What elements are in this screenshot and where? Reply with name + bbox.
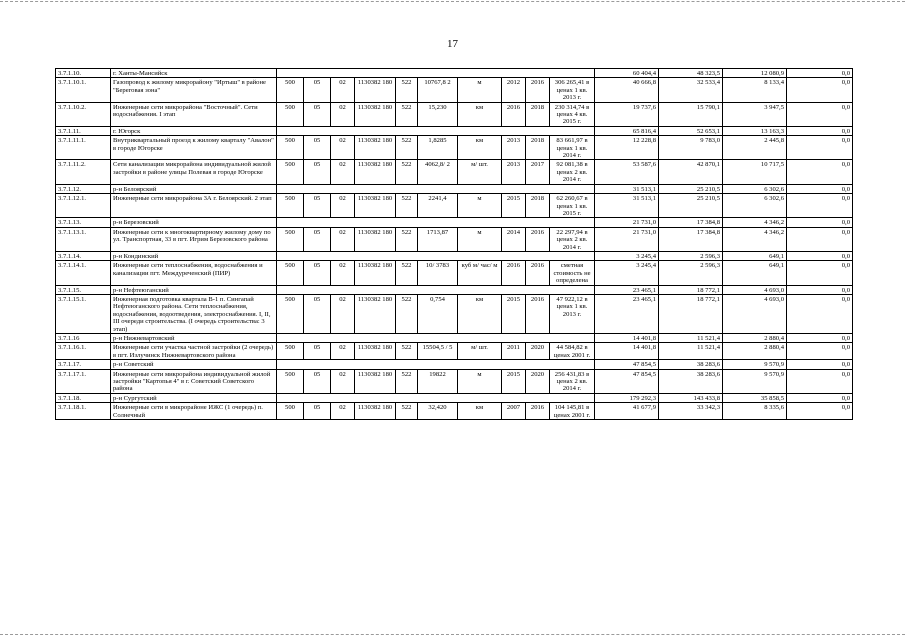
cell-v4: 0,0 [787, 369, 853, 393]
cell-c10: 47 922,12 в ценах 1 кв. 2013 г. [550, 294, 595, 333]
cell-c8: 2015 [502, 294, 526, 333]
cell-c1: 500 [277, 343, 304, 360]
cell-name: Внутриквартальный проезд к жилому кварталу "Авалон" в городе Югорске [111, 136, 277, 160]
cell-c6: 15,230 [418, 102, 458, 126]
cell-c2: 05 [304, 403, 331, 420]
cell-code: 3.7.1.15.1. [56, 294, 111, 333]
cell-v4: 0,0 [787, 393, 853, 402]
table-row [56, 102, 853, 126]
cell-v3: 6 302,6 [723, 184, 787, 193]
cell-code: 3.7.1.14. [56, 251, 111, 260]
cell-code: 3.7.1.11. [56, 126, 111, 135]
scan-edge-top [0, 1, 905, 2]
cell-name: Инженерная подготовка квартала В-1 п. Сингапай Нефтеюганского района. Сети теплоснабжения, водоснабжения, водоотведения, электроснабжения. I, II, III очереди строительства. (I очередь строительства: 3 этап) [111, 294, 277, 333]
cell-c9: 2016 [526, 227, 550, 251]
cell-c4: 1130382 180 [355, 194, 396, 218]
cell-code: 3.7.1.10.2. [56, 102, 111, 126]
cell-v2: 15 790,1 [659, 102, 723, 126]
cell-c9: 2020 [526, 343, 550, 360]
cell-v1: 3 245,4 [595, 251, 659, 260]
cell-c6: 19822 [418, 369, 458, 393]
cell-code: 3.7.1.18.1. [56, 403, 111, 420]
cell-name: р-н Нефтеюганский [111, 285, 277, 294]
cell-c4: 1130382 180 [355, 369, 396, 393]
cell-c6: 32,420 [418, 403, 458, 420]
cell-c1: 500 [277, 403, 304, 420]
cell-c1: 500 [277, 261, 304, 285]
cell-c9: 2016 [526, 294, 550, 333]
cell-c1: 500 [277, 160, 304, 184]
cell-v3: 8 335,6 [723, 403, 787, 420]
cell-v2: 18 772,1 [659, 294, 723, 333]
cell-c3: 02 [331, 160, 355, 184]
cell-c10: 83 661,97 в ценах 1 кв. 2014 г. [550, 136, 595, 160]
cell-name: р-н Сургутский [111, 393, 277, 402]
cell-name: Газопровод к жилому микрорайону "Иртыш" в районе "Береговая зона" [111, 78, 277, 102]
cell-v4: 0,0 [787, 285, 853, 294]
section-row [56, 251, 853, 260]
page-number: 17 [447, 38, 458, 50]
cell-code: 3.7.1.12.1. [56, 194, 111, 218]
cell-c2: 05 [304, 194, 331, 218]
cell-c8: 2015 [502, 369, 526, 393]
cell-c8: 2016 [502, 102, 526, 126]
cell-c8: 2011 [502, 343, 526, 360]
cell-code: 3.7.1.17. [56, 360, 111, 369]
cell-v4: 0,0 [787, 136, 853, 160]
cell-code: 3.7.1.16.1. [56, 343, 111, 360]
cell-v3: 35 858,5 [723, 393, 787, 402]
cell-name: Инженерные сети в микрорайоне ИЖС (1 очередь) п. Солнечный [111, 403, 277, 420]
cell-v2: 25 210,5 [659, 194, 723, 218]
investment-table [55, 68, 853, 420]
cell-c10: 306 265,41 в ценах 1 кв. 2013 г. [550, 78, 595, 102]
cell-v2: 9 783,0 [659, 136, 723, 160]
table-row [56, 294, 853, 333]
section-row [56, 334, 853, 343]
cell-c1: 500 [277, 294, 304, 333]
cell-c4: 1130382 180 [355, 160, 396, 184]
cell-c8: 2014 [502, 227, 526, 251]
cell-c2: 05 [304, 343, 331, 360]
cell-v1: 47 854,5 [595, 369, 659, 393]
cell-v3: 649,1 [723, 251, 787, 260]
cell-c5: 522 [396, 78, 418, 102]
cell-empty [277, 334, 595, 343]
cell-v1: 41 677,9 [595, 403, 659, 420]
cell-v2: 52 653,1 [659, 126, 723, 135]
cell-empty [277, 218, 595, 227]
cell-v4: 0,0 [787, 78, 853, 102]
table-row [56, 160, 853, 184]
section-row [56, 393, 853, 402]
cell-v4: 0,0 [787, 194, 853, 218]
cell-v2: 32 533,4 [659, 78, 723, 102]
table-row [56, 369, 853, 393]
cell-v2: 17 384,8 [659, 227, 723, 251]
cell-c8: 2013 [502, 160, 526, 184]
cell-v2: 18 772,1 [659, 285, 723, 294]
cell-v3: 6 302,6 [723, 194, 787, 218]
table-row [56, 343, 853, 360]
cell-c9: 2020 [526, 369, 550, 393]
cell-v3: 4 346,2 [723, 218, 787, 227]
cell-name: р-н Нижневартовский [111, 334, 277, 343]
cell-c9: 2016 [526, 78, 550, 102]
cell-name: Инженерные сети к многоквартирному жилому дому по ул. Транспортная, 33 в пгт. Игрим Березовского района [111, 227, 277, 251]
cell-code: 3.7.1.14.1. [56, 261, 111, 285]
cell-c5: 522 [396, 261, 418, 285]
cell-name: Инженерные сети участка частной застройки (2 очередь) в пгт. Излучинск Нижневартовского района [111, 343, 277, 360]
cell-v4: 0,0 [787, 403, 853, 420]
table-row [56, 227, 853, 251]
cell-c2: 05 [304, 160, 331, 184]
cell-v2: 2 596,3 [659, 251, 723, 260]
cell-v1: 40 666,8 [595, 78, 659, 102]
cell-code: 3.7.1.11.1. [56, 136, 111, 160]
cell-v1: 12 228,8 [595, 136, 659, 160]
cell-c9: 2018 [526, 194, 550, 218]
cell-c7: км [458, 403, 502, 420]
cell-c10: 22 297,94 в ценах 2 кв. 2014 г. [550, 227, 595, 251]
cell-c9: 2016 [526, 261, 550, 285]
cell-v2: 25 210,5 [659, 184, 723, 193]
cell-c7: км [458, 102, 502, 126]
cell-c9: 2018 [526, 136, 550, 160]
cell-v4: 0,0 [787, 360, 853, 369]
cell-c7: м/ шт. [458, 160, 502, 184]
cell-c9: 2018 [526, 102, 550, 126]
cell-v4: 0,0 [787, 184, 853, 193]
cell-v3: 12 080,9 [723, 69, 787, 78]
cell-v4: 0,0 [787, 69, 853, 78]
cell-c3: 02 [331, 403, 355, 420]
cell-v1: 65 816,4 [595, 126, 659, 135]
cell-c7: м/ шт. [458, 343, 502, 360]
cell-empty [277, 285, 595, 294]
cell-c3: 02 [331, 294, 355, 333]
cell-v1: 47 854,5 [595, 360, 659, 369]
cell-c4: 1130382 180 [355, 102, 396, 126]
cell-c8: 2007 [502, 403, 526, 420]
cell-name: г. Югорск [111, 126, 277, 135]
cell-v3: 2 880,4 [723, 334, 787, 343]
cell-v4: 0,0 [787, 251, 853, 260]
cell-v2: 42 870,1 [659, 160, 723, 184]
cell-c3: 02 [331, 261, 355, 285]
cell-name: р-н Белоярский [111, 184, 277, 193]
cell-c4: 1130382 180 [355, 136, 396, 160]
cell-v1: 14 401,8 [595, 343, 659, 360]
cell-c2: 05 [304, 102, 331, 126]
cell-c5: 522 [396, 294, 418, 333]
cell-v1: 23 465,1 [595, 285, 659, 294]
section-row [56, 360, 853, 369]
cell-v1: 19 737,6 [595, 102, 659, 126]
cell-empty [277, 393, 595, 402]
cell-c5: 522 [396, 194, 418, 218]
cell-c1: 500 [277, 194, 304, 218]
cell-c3: 02 [331, 369, 355, 393]
cell-c2: 05 [304, 369, 331, 393]
cell-v3: 8 133,4 [723, 78, 787, 102]
cell-v1: 31 513,1 [595, 194, 659, 218]
cell-v2: 143 433,8 [659, 393, 723, 402]
cell-v3: 4 693,0 [723, 294, 787, 333]
cell-v2: 11 521,4 [659, 334, 723, 343]
table-body [56, 69, 853, 420]
cell-v3: 2 445,8 [723, 136, 787, 160]
cell-c6: 1713,87 [418, 227, 458, 251]
cell-c5: 522 [396, 136, 418, 160]
cell-v4: 0,0 [787, 343, 853, 360]
cell-c7: м [458, 369, 502, 393]
cell-c7: м [458, 194, 502, 218]
cell-v1: 31 513,1 [595, 184, 659, 193]
cell-c4: 1130382 180 [355, 227, 396, 251]
cell-c6: 4062,8/ 2 [418, 160, 458, 184]
cell-name: Инженерные сети микрорайона индивидуальной жилой застройки "Картопья 4" в г. Советский Советского района [111, 369, 277, 393]
cell-c6: 1,8285 [418, 136, 458, 160]
cell-empty [277, 126, 595, 135]
cell-v4: 0,0 [787, 294, 853, 333]
cell-c5: 522 [396, 343, 418, 360]
cell-c2: 05 [304, 78, 331, 102]
cell-code: 3.7.1.17.1. [56, 369, 111, 393]
cell-v2: 17 384,8 [659, 218, 723, 227]
cell-c4: 1130382 180 [355, 261, 396, 285]
cell-c5: 522 [396, 160, 418, 184]
section-row [56, 126, 853, 135]
cell-v1: 23 465,1 [595, 294, 659, 333]
cell-v3: 4 693,0 [723, 285, 787, 294]
cell-v2: 38 283,6 [659, 360, 723, 369]
cell-c3: 02 [331, 78, 355, 102]
cell-c10: 256 431,83 в ценах 2 кв. 2014 г. [550, 369, 595, 393]
cell-c1: 500 [277, 227, 304, 251]
cell-name: г. Ханты-Мансийск [111, 69, 277, 78]
cell-empty [277, 69, 595, 78]
cell-c2: 05 [304, 294, 331, 333]
cell-v2: 38 283,6 [659, 369, 723, 393]
cell-c10: 104 145,81 в ценах 2001 г. [550, 403, 595, 420]
cell-c5: 522 [396, 102, 418, 126]
cell-v3: 649,1 [723, 261, 787, 285]
cell-c7: куб м/ час/ м [458, 261, 502, 285]
cell-c2: 05 [304, 136, 331, 160]
table-row [56, 194, 853, 218]
cell-empty [277, 360, 595, 369]
cell-code: 3.7.1.10. [56, 69, 111, 78]
cell-c3: 02 [331, 227, 355, 251]
cell-code: 3.7.1.11.2. [56, 160, 111, 184]
cell-v2: 2 596,3 [659, 261, 723, 285]
cell-c6: 10/ 3783 [418, 261, 458, 285]
cell-v4: 0,0 [787, 160, 853, 184]
cell-code: 3.7.1.18. [56, 393, 111, 402]
cell-v4: 0,0 [787, 227, 853, 251]
cell-c6: 15504,5 / 5 [418, 343, 458, 360]
cell-name: Инженерные сети микрорайона "Восточный". Сети водоснабжения. I этап [111, 102, 277, 126]
cell-name: р-н Кондинский [111, 251, 277, 260]
cell-c8: 2012 [502, 78, 526, 102]
cell-c10: 62 260,67 в ценах 1 кв. 2015 г. [550, 194, 595, 218]
cell-name: Инженерные сети теплоснабжения, водоснабжения и канализации пгт. Междуреченский (ПИР) [111, 261, 277, 285]
cell-v3: 4 346,2 [723, 227, 787, 251]
cell-code: 3.7.1.16 [56, 334, 111, 343]
table-row [56, 78, 853, 102]
cell-c2: 05 [304, 261, 331, 285]
section-row [56, 184, 853, 193]
cell-name: р-н Советский [111, 360, 277, 369]
table-row [56, 136, 853, 160]
cell-c8: 2016 [502, 261, 526, 285]
cell-name: Сети канализации микрорайона индивидуальной жилой застройки в районе улицы Полевая в городе Югорске [111, 160, 277, 184]
cell-c1: 500 [277, 136, 304, 160]
cell-c1: 500 [277, 369, 304, 393]
cell-c5: 522 [396, 227, 418, 251]
cell-v4: 0,0 [787, 218, 853, 227]
cell-v3: 2 880,4 [723, 343, 787, 360]
cell-c3: 02 [331, 136, 355, 160]
cell-c7: м [458, 78, 502, 102]
cell-c3: 02 [331, 102, 355, 126]
cell-v4: 0,0 [787, 261, 853, 285]
cell-c5: 522 [396, 369, 418, 393]
cell-v1: 21 731,0 [595, 218, 659, 227]
cell-v2: 11 521,4 [659, 343, 723, 360]
cell-v3: 13 163,3 [723, 126, 787, 135]
cell-v3: 9 570,9 [723, 369, 787, 393]
cell-v1: 179 292,3 [595, 393, 659, 402]
cell-v4: 0,0 [787, 102, 853, 126]
cell-v3: 3 947,5 [723, 102, 787, 126]
cell-c1: 500 [277, 102, 304, 126]
cell-c4: 1130382 180 [355, 78, 396, 102]
cell-c4: 1130382 180 [355, 403, 396, 420]
cell-c2: 05 [304, 227, 331, 251]
cell-name: Инженерные сети микрорайона 3А г. Белоярский. 2 этап [111, 194, 277, 218]
cell-c4: 1130382 180 [355, 294, 396, 333]
cell-code: 3.7.1.13. [56, 218, 111, 227]
cell-c5: 522 [396, 403, 418, 420]
cell-c3: 02 [331, 343, 355, 360]
cell-c10: 44 584,82 в ценах 2001 г. [550, 343, 595, 360]
section-row [56, 69, 853, 78]
scan-edge-bottom [0, 634, 905, 635]
cell-v1: 14 401,8 [595, 334, 659, 343]
cell-code: 3.7.1.13.1. [56, 227, 111, 251]
cell-c10: 230 314,74 в ценах 4 кв. 2015 г. [550, 102, 595, 126]
cell-c10: сметная стоимость не определена [550, 261, 595, 285]
cell-c9: 2017 [526, 160, 550, 184]
cell-c1: 500 [277, 78, 304, 102]
cell-c8: 2013 [502, 136, 526, 160]
cell-c6: 0,754 [418, 294, 458, 333]
cell-name: р-н Березовский [111, 218, 277, 227]
cell-v1: 53 587,6 [595, 160, 659, 184]
cell-c3: 02 [331, 194, 355, 218]
cell-v1: 21 731,0 [595, 227, 659, 251]
cell-v4: 0,0 [787, 126, 853, 135]
cell-c4: 1130382 180 [355, 343, 396, 360]
cell-v2: 48 323,5 [659, 69, 723, 78]
cell-c10: 92 081,38 в ценах 2 кв. 2014 г. [550, 160, 595, 184]
section-row [56, 285, 853, 294]
cell-code: 3.7.1.10.1. [56, 78, 111, 102]
cell-c7: км [458, 136, 502, 160]
cell-c7: км [458, 294, 502, 333]
cell-v1: 3 245,4 [595, 261, 659, 285]
cell-c6: 10767,8 2 [418, 78, 458, 102]
cell-v3: 9 570,9 [723, 360, 787, 369]
cell-c7: м [458, 227, 502, 251]
cell-v4: 0,0 [787, 334, 853, 343]
cell-code: 3.7.1.12. [56, 184, 111, 193]
cell-v3: 10 717,5 [723, 160, 787, 184]
cell-code: 3.7.1.15. [56, 285, 111, 294]
cell-empty [277, 251, 595, 260]
table-row [56, 261, 853, 285]
section-row [56, 218, 853, 227]
table-row [56, 403, 853, 420]
cell-c6: 2241,4 [418, 194, 458, 218]
cell-v1: 60 404,4 [595, 69, 659, 78]
cell-c8: 2015 [502, 194, 526, 218]
cell-empty [277, 184, 595, 193]
cell-c9: 2016 [526, 403, 550, 420]
cell-v2: 33 342,3 [659, 403, 723, 420]
